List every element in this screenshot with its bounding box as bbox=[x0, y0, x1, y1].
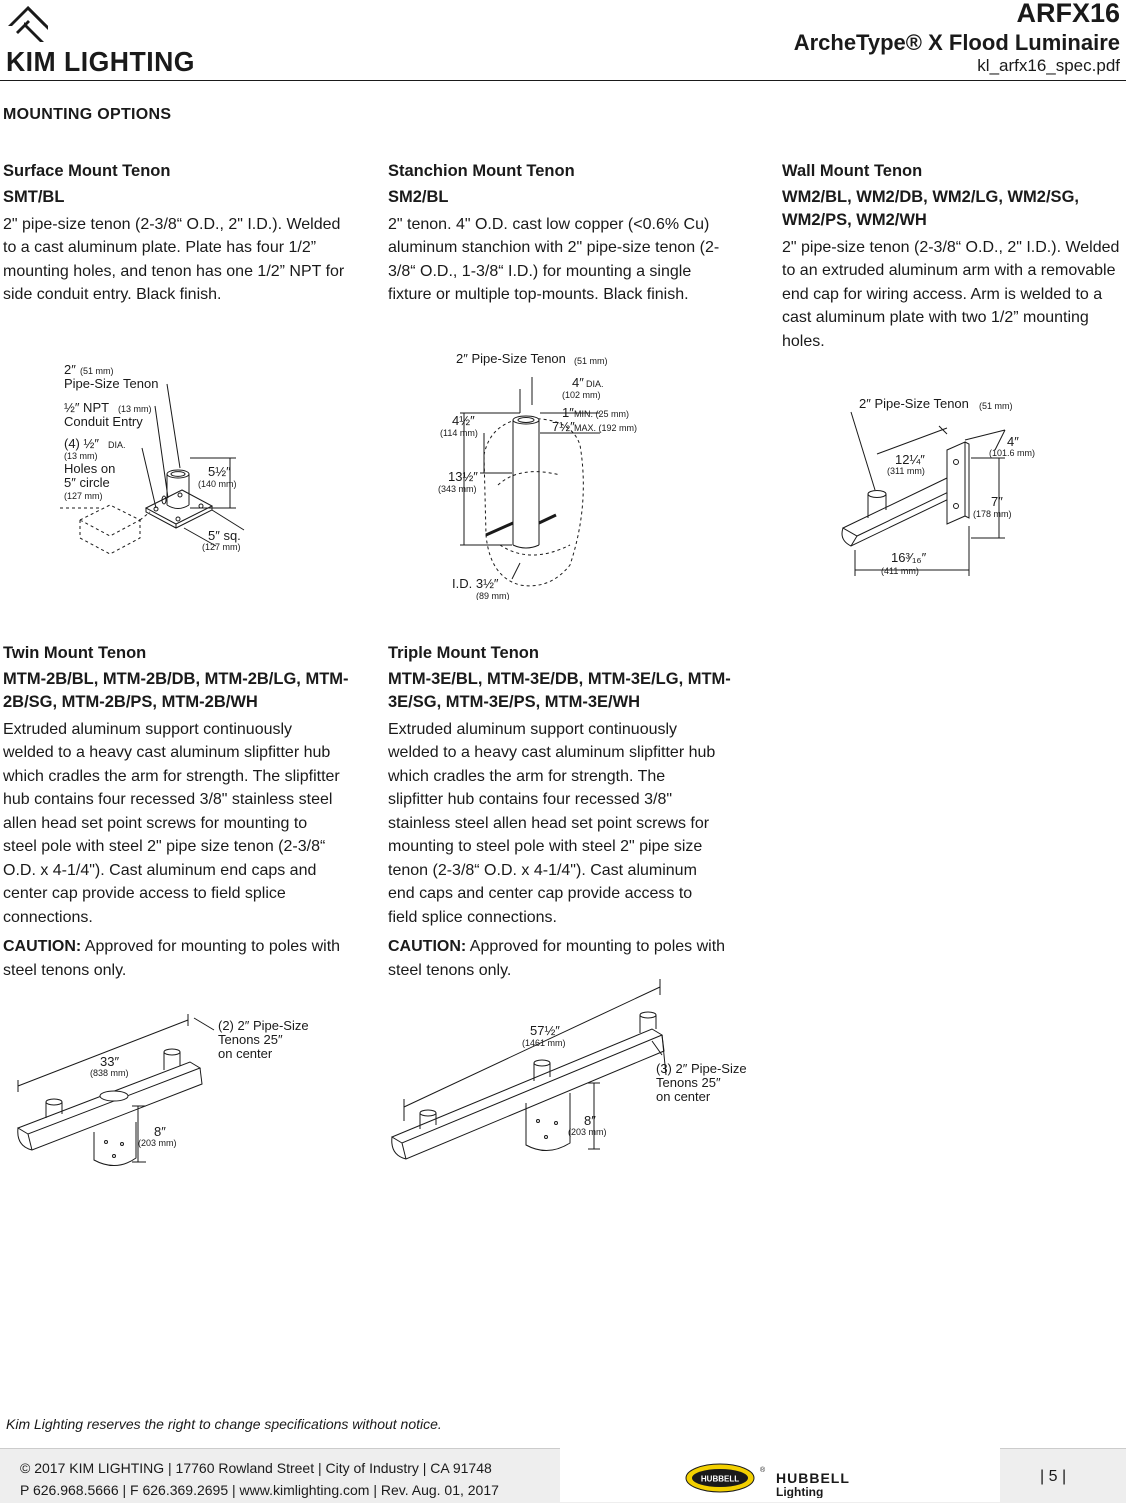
hub-height-dim: 8″ bbox=[584, 1113, 596, 1128]
option-description: 2" tenon. 4" O.D. cast low copper (<0.6% Cu) aluminum stanchion with 2" pipe-size tenon (2-3/8“ O.D., 1-3/8“ I.D.) for mounting a single fixture or multiple top-mounts. Black finish. bbox=[388, 215, 720, 303]
holes-line2: 5″ circle bbox=[64, 475, 110, 490]
plate-height-mm: (178 mm) bbox=[973, 509, 1012, 519]
min-txt: MIN. (25 mm) bbox=[574, 409, 629, 419]
option-codes: MTM-3E/BL, MTM-3E/DB, MTM-3E/LG, MTM-3E/SG, MTM-3E/PS, MTM-3E/WH bbox=[388, 669, 731, 711]
npt-dim: ½″ NPT bbox=[64, 400, 110, 415]
option-title: Surface Mount Tenon bbox=[3, 162, 171, 180]
holes-mm: (13 mm) bbox=[64, 451, 98, 461]
arm-dim-mm: (311 mm) bbox=[887, 466, 925, 476]
tenon-label: 2″ Pipe-Size Tenon bbox=[859, 396, 969, 411]
caution-label: CAUTION: bbox=[388, 938, 467, 955]
option-twin-mount bbox=[3, 642, 353, 982]
tenon-label-mm: (51 mm) bbox=[979, 401, 1013, 411]
hubbell-badge-text: HUBBELL bbox=[700, 1474, 740, 1484]
option-codes: SMT/BL bbox=[3, 187, 65, 206]
kim-lighting-logo-icon bbox=[4, 2, 52, 48]
length-dim: 33″ bbox=[100, 1054, 120, 1069]
product-name: ArcheType® X Flood Luminaire bbox=[793, 30, 1120, 55]
length-dim: 57½″ bbox=[530, 1023, 560, 1038]
brand-logo-text: KIM LIGHTING bbox=[6, 46, 195, 77]
holes-mm2: (127 mm) bbox=[64, 491, 103, 501]
tenon-dim: 2″ bbox=[64, 362, 76, 377]
hubbell-logo bbox=[684, 1462, 884, 1498]
footer-address: © 2017 KIM LIGHTING | 17760 Rowland Street | City of Industry | CA 91748 bbox=[20, 1460, 492, 1476]
hub-height-dim: 8″ bbox=[154, 1124, 166, 1139]
height-dim-mm: (140 mm) bbox=[198, 479, 237, 489]
option-title: Stanchion Mount Tenon bbox=[388, 162, 575, 180]
surface-mount-diagram bbox=[60, 360, 320, 560]
length-dim: 16³⁄₁₆″ bbox=[891, 550, 927, 565]
model-number: ARFX16 bbox=[1016, 0, 1120, 28]
option-description: 2" pipe-size tenon (2-3/8“ O.D., 2" I.D.). Welded to an extruded aluminum arm with a removable end cap for wiring access. Arm is welded to a cast aluminum plate with two 1/2” mounting holes. bbox=[782, 238, 1120, 350]
inner-diameter: I.D. 3½″ bbox=[452, 576, 499, 591]
option-title: Twin Mount Tenon bbox=[3, 644, 147, 662]
hub-height-mm: (203 mm) bbox=[138, 1138, 177, 1148]
npt-name: Conduit Entry bbox=[64, 414, 143, 429]
hubbell-registered: ® bbox=[760, 1467, 766, 1474]
section-title: MOUNTING OPTIONS bbox=[3, 106, 172, 123]
file-name: kl_arfx16_spec.pdf bbox=[977, 56, 1120, 75]
tenon-note-line1: (3) 2″ Pipe-Size bbox=[656, 1061, 747, 1076]
max-dim: 7½″ bbox=[552, 419, 575, 434]
diameter-dim: 4″ bbox=[572, 375, 584, 390]
height2-dim: 13½″ bbox=[448, 469, 478, 484]
triple-mount-diagram bbox=[384, 975, 764, 1175]
diameter-mm: (102 mm) bbox=[562, 390, 601, 400]
option-stanchion-mount bbox=[388, 160, 733, 307]
holes-line1: Holes on bbox=[64, 461, 116, 476]
caution-text: Approved for mounting to poles with steel tenons only. bbox=[3, 938, 341, 979]
stanchion-mount-diagram bbox=[420, 345, 660, 600]
footer-contact: P 626.968.5666 | F 626.369.2695 | www.kimlighting.com | Rev. Aug. 01, 2017 bbox=[20, 1482, 499, 1498]
option-title: Triple Mount Tenon bbox=[388, 644, 539, 662]
caution-label: CAUTION: bbox=[3, 938, 82, 955]
height-dim: 5½″ bbox=[208, 464, 231, 479]
tenon-note-line1: (2) 2″ Pipe-Size bbox=[218, 1018, 309, 1033]
page-number: | 5 | bbox=[1040, 1468, 1067, 1485]
disclaimer-note: Kim Lighting reserves the right to change specifications without notice. bbox=[6, 1416, 442, 1432]
option-description: Extruded aluminum support continuously welded to a heavy cast aluminum slipfitter hub which cradles the arm for strength. The slipfitter hub contains four recessed 3/8" stainless steel allen head set point screws for mounting to steel pole with steel 2" pipe size tenon (2-3/8“ O.D. x 4-1/4"). Cast aluminum end caps and center cap provide access to field splice connections. bbox=[3, 720, 340, 926]
option-description: Extruded aluminum support continuously welded to a heavy cast aluminum slipfitter hub which cradles the arm for strength. The slipfitter hub contains four recessed 3/8" stainless steel allen head set point screws for mounting to steel pole with steel 2" pipe size tenon (2-3/8“ O.D. x 4-1/4"). Cast aluminum end caps and center cap provide access to field splice connections. bbox=[388, 720, 716, 926]
height1-dim: 4½″ bbox=[452, 413, 475, 428]
length-dim-mm: (411 mm) bbox=[881, 566, 919, 576]
twin-mount-diagram bbox=[14, 1010, 334, 1170]
hubbell-name: HUBBELL bbox=[776, 1470, 850, 1486]
header-divider bbox=[0, 80, 1126, 81]
tenon-name: Pipe-Size Tenon bbox=[64, 376, 159, 391]
width-dim-mm: (101.6 mm) bbox=[989, 448, 1036, 458]
option-triple-mount bbox=[388, 642, 738, 982]
hubbell-sub: Lighting bbox=[776, 1485, 824, 1498]
tenon-note-line2: Tenons 25″ bbox=[218, 1032, 283, 1047]
tenon-note-line2: Tenons 25″ bbox=[656, 1075, 721, 1090]
tenon-note-line3: on center bbox=[218, 1046, 273, 1061]
wall-mount-diagram bbox=[835, 390, 1065, 585]
option-codes: WM2/BL, WM2/DB, WM2/LG, WM2/SG, WM2/PS, WM2/WH bbox=[782, 187, 1079, 229]
tenon-note-line3: on center bbox=[656, 1089, 711, 1104]
holes-dia: DIA. bbox=[108, 440, 126, 450]
width-dim: 4″ bbox=[1007, 434, 1019, 449]
option-title: Wall Mount Tenon bbox=[782, 162, 923, 180]
tenon-label: 2″ Pipe-Size Tenon bbox=[456, 351, 566, 366]
hubbell-badge-icon bbox=[686, 1464, 754, 1492]
height1-mm: (114 mm) bbox=[440, 428, 478, 438]
diameter-txt: DIA. bbox=[586, 379, 604, 389]
option-codes: MTM-2B/BL, MTM-2B/DB, MTM-2B/LG, MTM-2B/SG, MTM-2B/PS, MTM-2B/WH bbox=[3, 669, 349, 711]
length-dim-mm: (1461 mm) bbox=[522, 1038, 566, 1048]
option-surface-mount bbox=[3, 160, 348, 307]
min-dim: 1″ bbox=[562, 405, 574, 420]
square-dim-mm: (127 mm) bbox=[202, 542, 241, 552]
option-description: 2" pipe-size tenon (2-3/8“ O.D., 2" I.D.). Welded to a cast aluminum plate. Plate has four 1/2” mounting holes, and tenon has one 1/2” NPT for side conduit entry. Black finish. bbox=[3, 215, 345, 303]
option-caution bbox=[3, 935, 353, 982]
max-txt: MAX. (192 mm) bbox=[574, 423, 638, 433]
npt-dim-mm: (13 mm) bbox=[118, 404, 152, 414]
square-dim: 5″ sq. bbox=[208, 528, 241, 543]
inner-diameter-mm: (89 mm) bbox=[476, 591, 510, 600]
option-wall-mount bbox=[782, 160, 1124, 353]
tenon-label-mm: (51 mm) bbox=[574, 356, 608, 366]
length-dim-mm: (838 mm) bbox=[90, 1068, 129, 1078]
holes-dim: (4) ½″ bbox=[64, 436, 99, 451]
caution-text: Approved for mounting to poles with steel tenons only. bbox=[388, 938, 726, 979]
arm-dim: 12¼″ bbox=[895, 452, 925, 467]
hub-height-mm: (203 mm) bbox=[568, 1127, 607, 1137]
tenon-dim-mm: (51 mm) bbox=[80, 366, 114, 376]
height2-mm: (343 mm) bbox=[438, 484, 477, 494]
plate-height-dim: 7″ bbox=[991, 494, 1003, 509]
option-codes: SM2/BL bbox=[388, 187, 449, 206]
